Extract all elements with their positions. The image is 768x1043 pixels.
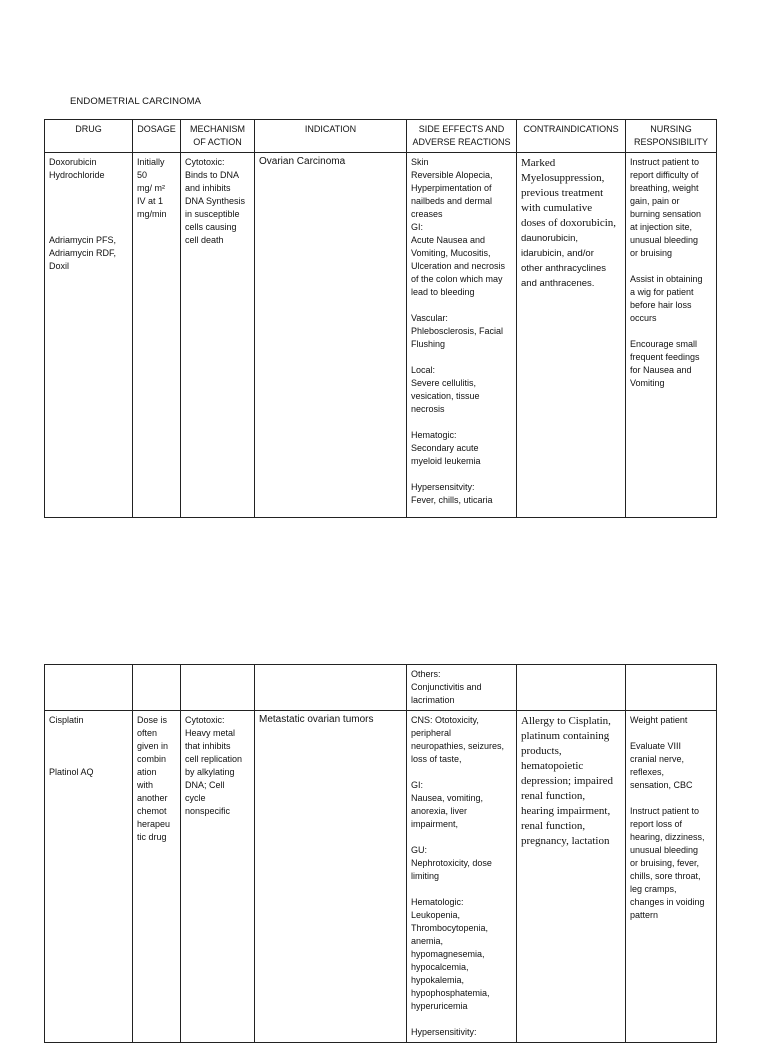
cell-line: Vomiting xyxy=(630,378,665,388)
cell-line: cranial nerve, xyxy=(630,754,685,764)
cell-line xyxy=(411,468,512,481)
table-header-row xyxy=(45,120,717,153)
cell-line xyxy=(49,182,128,195)
cell-line: for Nausea and xyxy=(630,365,692,375)
cell-line: Instruct patient to xyxy=(630,806,700,816)
cell-line: Acute Nausea and xyxy=(411,235,486,245)
drug-table-2 xyxy=(44,664,717,1043)
cell-line: pregnancy, lactation xyxy=(521,835,610,847)
cell-line: by alkylating xyxy=(185,767,235,777)
cell-line xyxy=(49,195,128,208)
cell-line: DNA Synthesis xyxy=(185,196,246,206)
cell-line: Hydrochloride xyxy=(49,170,105,180)
cell-line: Nausea, vomiting, xyxy=(411,793,484,803)
cell-line: neuropathies, seizures, xyxy=(411,741,505,751)
cell-line: myeloid leukemia xyxy=(411,456,481,466)
cell-line: and inhibits xyxy=(185,183,231,193)
cell-line: nailbeds and dermal xyxy=(411,196,493,206)
cell-line: Leukopenia, xyxy=(411,910,461,920)
cell-indication xyxy=(255,153,407,518)
cell-line: Adriamycin RDF, xyxy=(49,248,117,258)
cell-line: cell replication xyxy=(185,754,243,764)
cell-line: creases xyxy=(411,209,443,219)
cell-side-effects xyxy=(407,153,517,518)
cell-line: Doxil xyxy=(49,261,70,271)
cell-line: vesication, tissue xyxy=(411,391,480,401)
cell-line: impairment, xyxy=(411,819,459,829)
cell-dosage xyxy=(133,153,181,518)
cell-line xyxy=(411,883,512,896)
cell-line: Conjunctivitis and xyxy=(411,682,482,692)
cell-line: Ovarian Carcinoma xyxy=(259,156,346,167)
cell-line: unusual bleeding xyxy=(630,235,699,245)
cell-line xyxy=(630,325,712,338)
cell-line: Skin xyxy=(411,157,429,167)
cell-line: chemot xyxy=(137,806,167,816)
cell-line: 50 xyxy=(137,170,148,180)
cell-line: Evaluate VIII xyxy=(630,741,682,751)
header-dosage: DOSAGE xyxy=(133,120,181,153)
cell-line: burning sensation xyxy=(630,209,702,219)
cell-line: Vascular: xyxy=(411,313,448,323)
cell-line: Cisplatin xyxy=(49,715,84,725)
cell-line: cycle xyxy=(185,793,206,803)
cell-line: lacrimation xyxy=(411,695,455,705)
cell-line: with xyxy=(137,780,154,790)
cell-line xyxy=(49,727,128,740)
header-contraindications: CONTRAINDICATIONS xyxy=(517,120,626,153)
page-title: ENDOMETRIAL CARCINOMA xyxy=(70,96,202,107)
cell-line: Hypersensitivity: xyxy=(411,1027,477,1037)
cell-line xyxy=(411,351,512,364)
cell-line: chills, sore throat, xyxy=(630,871,701,881)
cell-drug xyxy=(45,153,133,518)
cell-side-effects xyxy=(407,665,517,711)
cell-line: report difficulty of xyxy=(630,170,699,180)
cell-line: Hypersensitvity: xyxy=(411,482,475,492)
cell-line: Fever, chills, uticaria xyxy=(411,495,493,505)
cell-line: mg/ m² xyxy=(137,183,165,193)
cell-line: Metastatic ovarian tumors xyxy=(259,714,374,725)
cell-line: changes in voiding xyxy=(630,897,705,907)
cell-indication xyxy=(255,711,407,1043)
cell-mechanism xyxy=(181,711,255,1043)
cell-line: a wig for patient xyxy=(630,287,694,297)
cell-line: Dose is xyxy=(137,715,168,725)
cell-empty xyxy=(133,665,181,711)
cell-line: Vomiting, Mucositis, xyxy=(411,248,491,258)
cell-line: IV at 1 xyxy=(137,196,164,206)
cell-line: GI: xyxy=(411,222,424,232)
header-drug: DRUG xyxy=(45,120,133,153)
cell-line: and anthracenes. xyxy=(521,278,595,289)
cell-line: Ulceration and necrosis xyxy=(411,261,506,271)
cell-empty xyxy=(45,665,133,711)
cell-line: anorexia, liver xyxy=(411,806,468,816)
cell-line: often xyxy=(137,728,158,738)
cell-line: hypophosphatemia, xyxy=(411,988,490,998)
cell-line: frequent feedings xyxy=(630,352,700,362)
cell-line xyxy=(411,299,512,312)
cell-line: Encourage small xyxy=(630,339,698,349)
table-row-continued xyxy=(45,665,717,711)
cell-line: necrosis xyxy=(411,404,445,414)
cell-line: peripheral xyxy=(411,728,452,738)
drug-table-1 xyxy=(44,119,717,518)
cell-line: GU: xyxy=(411,845,428,855)
cell-line: Nephrotoxicity, dose xyxy=(411,858,492,868)
cell-line: hypocalcemia, xyxy=(411,962,469,972)
cell-drug xyxy=(45,711,133,1043)
cell-line: cells causing xyxy=(185,222,237,232)
cell-line: cell death xyxy=(185,235,224,245)
contraindications-serif-text xyxy=(521,156,621,231)
cell-line: hearing impairment, xyxy=(521,805,611,817)
cell-line xyxy=(411,1013,512,1026)
cell-line: that inhibits xyxy=(185,741,231,751)
cell-line: sensation, CBC xyxy=(630,780,693,790)
cell-line: hyperuricemia xyxy=(411,1001,468,1011)
cell-line xyxy=(630,727,712,740)
cell-mechanism xyxy=(181,153,255,518)
cell-line: products, xyxy=(521,745,562,757)
cell-line: unusual bleeding xyxy=(630,845,699,855)
cell-nursing xyxy=(626,711,717,1043)
cell-empty xyxy=(255,665,407,711)
cell-line xyxy=(49,740,128,753)
cell-line: hearing, dizziness, xyxy=(630,832,705,842)
cell-line: Local: xyxy=(411,365,436,375)
cell-line: with cumulative xyxy=(521,202,593,214)
cell-line: Instruct patient to xyxy=(630,157,700,167)
cell-line: Hyperpimentation of xyxy=(411,183,492,193)
header-indication: INDICATION xyxy=(255,120,407,153)
cell-line: tic drug xyxy=(137,832,167,842)
cell-line: hematopoietic xyxy=(521,760,584,772)
cell-line: pattern xyxy=(630,910,659,920)
cell-line: Cytotoxic: xyxy=(185,715,225,725)
cell-line: other anthracyclines xyxy=(521,263,607,274)
cell-line: another xyxy=(137,793,168,803)
cell-line: mg/min xyxy=(137,209,167,219)
cell-line: Hematologic: xyxy=(411,897,464,907)
cell-line: of the colon which may xyxy=(411,274,503,284)
cell-line: reflexes, xyxy=(630,767,665,777)
cell-line: Marked xyxy=(521,157,556,169)
cell-line xyxy=(630,260,712,273)
cell-line: Cytotoxic: xyxy=(185,157,225,167)
table-row xyxy=(45,711,717,1043)
cell-line: DNA; Cell xyxy=(185,780,225,790)
cell-line: or bruising xyxy=(630,248,673,258)
cell-line: Myelosuppression, xyxy=(521,172,605,184)
cell-line: at injection site, xyxy=(630,222,693,232)
cell-line: Allergy to Cisplatin, xyxy=(521,715,611,727)
cell-line: Platinol AQ xyxy=(49,767,94,777)
cell-line: nonspecific xyxy=(185,806,231,816)
cell-line: renal function, xyxy=(521,820,586,832)
cell-line: or bruising, fever, xyxy=(630,858,700,868)
cell-line: ation xyxy=(137,767,157,777)
cell-line: before hair loss xyxy=(630,300,692,310)
cell-line: lead to bleeding xyxy=(411,287,475,297)
header-side-effects: SIDE EFFECTS AND ADVERSE REACTIONS xyxy=(407,120,517,153)
cell-line: Hematogic: xyxy=(411,430,457,440)
cell-line: daunorubicin, xyxy=(521,233,579,244)
cell-line xyxy=(411,416,512,429)
cell-line: Doxorubicin xyxy=(49,157,97,167)
cell-empty xyxy=(517,665,626,711)
table-row xyxy=(45,153,717,518)
cell-line xyxy=(630,792,712,805)
cell-line: Phlebosclerosis, Facial xyxy=(411,326,504,336)
cell-empty xyxy=(181,665,255,711)
cell-line: leg cramps, xyxy=(630,884,677,894)
cell-line: Heavy metal xyxy=(185,728,236,738)
cell-line: herapeu xyxy=(137,819,171,829)
cell-line: Thrombocytopenia, xyxy=(411,923,489,933)
cell-line: Assist in obtaining xyxy=(630,274,703,284)
cell-line: renal function, xyxy=(521,790,586,802)
cell-line: Initially xyxy=(137,157,165,167)
cell-contraindications xyxy=(517,153,626,518)
cell-line: in susceptible xyxy=(185,209,240,219)
cell-line: doses of doxorubicin, xyxy=(521,217,617,229)
cell-line: combin xyxy=(137,754,167,764)
cell-line: previous treatment xyxy=(521,187,604,199)
cell-line: hypokalemia, xyxy=(411,975,465,985)
cell-line: occurs xyxy=(630,313,657,323)
contraindications-sans-text xyxy=(521,231,621,291)
cell-line: report loss of xyxy=(630,819,683,829)
cell-line xyxy=(411,831,512,844)
cell-line: Binds to DNA xyxy=(185,170,240,180)
header-nursing: NURSING RESPONSIBILITY xyxy=(626,120,717,153)
cell-line: Adriamycin PFS, xyxy=(49,235,117,245)
cell-line: CNS: Ototoxicity, xyxy=(411,715,479,725)
cell-line: breathing, weight xyxy=(630,183,699,193)
cell-line xyxy=(49,208,128,221)
cell-line: Severe cellulitis, xyxy=(411,378,477,388)
cell-dosage xyxy=(133,711,181,1043)
cell-line: gain, pain or xyxy=(630,196,680,206)
cell-line: Others: xyxy=(411,669,441,679)
cell-line xyxy=(49,753,128,766)
cell-line: Flushing xyxy=(411,339,446,349)
cell-line: Weight patient xyxy=(630,715,688,725)
cell-line: given in xyxy=(137,741,169,751)
cell-line: platinum containing xyxy=(521,730,610,742)
cell-line xyxy=(411,766,512,779)
header-mechanism: MECHANISM OF ACTION xyxy=(181,120,255,153)
cell-line: hypomagnesemia, xyxy=(411,949,485,959)
cell-line: loss of taste, xyxy=(411,754,462,764)
cell-empty xyxy=(626,665,717,711)
cell-line: idarubicin, and/or xyxy=(521,248,594,259)
cell-line: Reversible Alopecia, xyxy=(411,170,493,180)
cell-line: depression; impaired xyxy=(521,775,613,787)
cell-line: limiting xyxy=(411,871,440,881)
cell-line: Secondary acute xyxy=(411,443,479,453)
cell-contraindications xyxy=(517,711,626,1043)
cell-line xyxy=(49,221,128,234)
cell-nursing xyxy=(626,153,717,518)
cell-side-effects xyxy=(407,711,517,1043)
cell-line: anemia, xyxy=(411,936,444,946)
cell-line: GI: xyxy=(411,780,424,790)
